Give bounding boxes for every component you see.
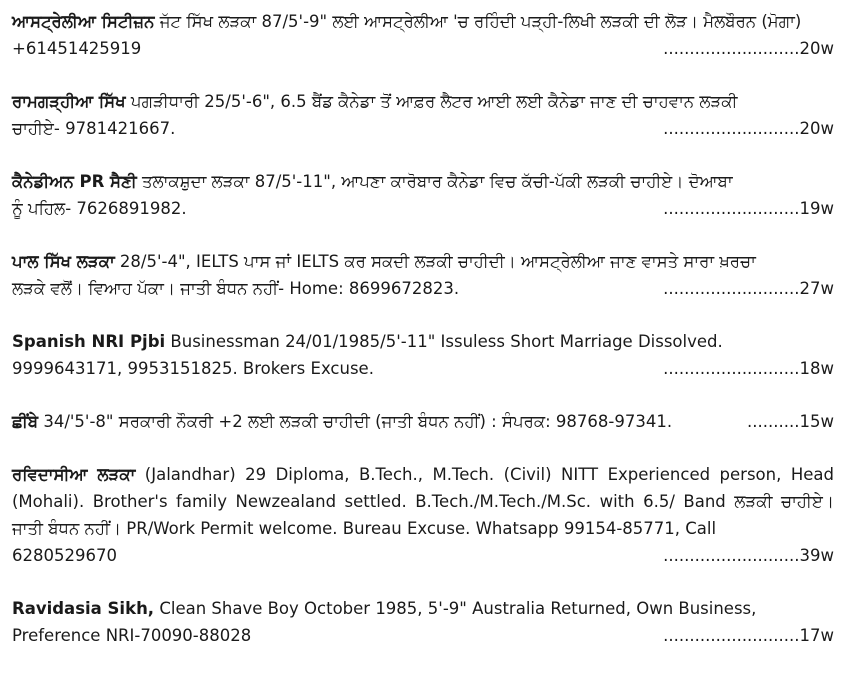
matrimonial-classifieds	[12, 8, 834, 675]
ad-text	[12, 408, 672, 435]
ad-tail	[12, 195, 834, 222]
ad-word-count: ..........................17w	[663, 626, 834, 645]
ad-lead: ਕੈਨੇਡੀਅਨ PR ਸੈਣੀ	[12, 172, 137, 191]
ad-word-count: ..........................19w	[663, 199, 834, 218]
ad-tail	[12, 355, 834, 382]
ad-contact: Preference NRI-70090-88028	[12, 626, 252, 645]
ad-tail	[12, 275, 834, 302]
ad-word-count: ..........................18w	[663, 359, 834, 378]
ad-word-count: ..........................20w	[663, 39, 834, 58]
ad-lead: ਆਸਟ੍ਰੇਲੀਆ ਸਿਟੀਜ਼ਨ	[12, 12, 155, 31]
ad-body: ਜੱਟ ਸਿੱਖ ਲੜਕਾ 87/5'-9" ਲਈ ਆਸਟ੍ਰੇਲੀਆ 'ਚ ਰਹਿੰਦੀ ਪੜ੍ਹੀ-ਲਿਖੀ ਲੜਕੀ ਦੀ ਲੋੜ। ਮੈਲਬੌਰਨ (ਮੋਗਾ)	[154, 12, 802, 31]
ad-word-count: ..........................39w	[663, 546, 834, 565]
ad-tail	[12, 542, 834, 569]
ad-lead: Ravidasia Sikh,	[12, 599, 155, 618]
ad-tail	[12, 35, 834, 62]
classified-ad	[12, 461, 834, 569]
classified-ad	[12, 248, 834, 302]
ad-lead: ਰਵਿਦਾਸੀਆ ਲੜਕਾ	[12, 465, 136, 484]
ad-contact: 6280529670	[12, 546, 117, 565]
ad-body: ਪਗੜੀਧਾਰੀ 25/5'-6", 6.5 ਬੈਂਡ ਕੈਨੇਡਾ ਤੋਂ ਆਫ਼ਰ ਲੈਟਰ ਆਈ ਲਈ ਕੈਨੇਡਾ ਜਾਣ ਦੀ ਚਾਹਵਾਨ ਲੜਕੀ	[125, 92, 738, 111]
ad-contact: ਨੂੰ ਪਹਿਲ- 7626891982.	[12, 199, 187, 218]
ad-contact: +61451425919	[12, 39, 142, 58]
ad-body: ਤਲਾਕਸ਼ੁਦਾ ਲੜਕਾ 87/5'-11", ਆਪਣਾ ਕਾਰੋਬਾਰ ਕੈਨੇਡਾ ਵਿਚ ਕੱਚੀ-ਪੱਕੀ ਲੜਕੀ ਚਾਹੀਏ। ਦੋਆਬਾ	[136, 172, 733, 191]
ad-lead: ਰਾਮਗੜ੍ਹੀਆ ਸਿੱਖ	[12, 92, 126, 111]
classified-ad	[12, 88, 834, 142]
ad-body: 28/5'-4", IELTS ਪਾਸ ਜਾਂ IELTS ਕਰ ਸਕਦੀ ਲੜਕੀ ਚਾਹੀਦੀ। ਆਸਟ੍ਰੇਲੀਆ ਜਾਣ ਵਾਸਤੇ ਸਾਰਾ ਖ਼ਰਚਾ	[114, 252, 756, 271]
ad-body: Clean Shave Boy October 1985, 5'-9" Australia Returned, Own Business,	[154, 599, 757, 618]
ad-body: Businessman 24/01/1985/5'-11" Issuless Short Marriage Dissolved.	[165, 332, 723, 351]
classified-ad	[12, 168, 834, 222]
ad-contact: ਲੜਕੇ ਵਲੋਂ। ਵਿਆਹ ਪੱਕਾ। ਜਾਤੀ ਬੰਧਨ ਨਹੀਂ- Home: 8699672823.	[12, 279, 460, 298]
classified-ad	[12, 408, 834, 435]
ad-contact: ਚਾਹੀਏ- 9781421667.	[12, 119, 176, 138]
ad-word-count: ..........................27w	[663, 279, 834, 298]
ad-tail	[12, 115, 834, 142]
ad-word-count: ..........15w	[747, 412, 834, 431]
ad-body: 34/'5'-8" ਸਰਕਾਰੀ ਨੌਕਰੀ +2 ਲਈ ਲੜਕੀ ਚਾਹੀਦੀ (ਜਾਤੀ ਬੰਧਨ ਨਹੀਂ) : ਸੰਪਰਕ: 98768-97341.	[38, 412, 673, 431]
ad-word-count: ..........................20w	[663, 119, 834, 138]
ad-tail	[12, 408, 834, 435]
classified-ad	[12, 328, 834, 382]
classified-ad	[12, 8, 834, 62]
ad-lead: ਛੀਂਬੇ	[12, 412, 39, 431]
classified-ad	[12, 595, 834, 649]
ad-lead: Spanish NRI Pjbi	[12, 332, 166, 351]
ad-lead: ਪਾਲ ਸਿੱਖ ਲੜਕਾ	[12, 252, 115, 271]
ad-contact: 9999643171, 9953151825. Brokers Excuse.	[12, 359, 374, 378]
ad-body: (Jalandhar) 29 Diploma, B.Tech., M.Tech. (Civil) NITT Experienced person, Head (Mohali). Brother's family Newzealand settled. B.Tech./M.Tech./M.Sc. with 6.5/ Band ਲੜਕੀ ਚਾਹੀਏ। ਜਾਤੀ ਬੰਧਨ ਨਹੀਂ। PR/Work Permit welcome. Bureau Excuse. Whatsapp 99154-85771, Call	[12, 465, 834, 538]
ad-tail	[12, 622, 834, 649]
